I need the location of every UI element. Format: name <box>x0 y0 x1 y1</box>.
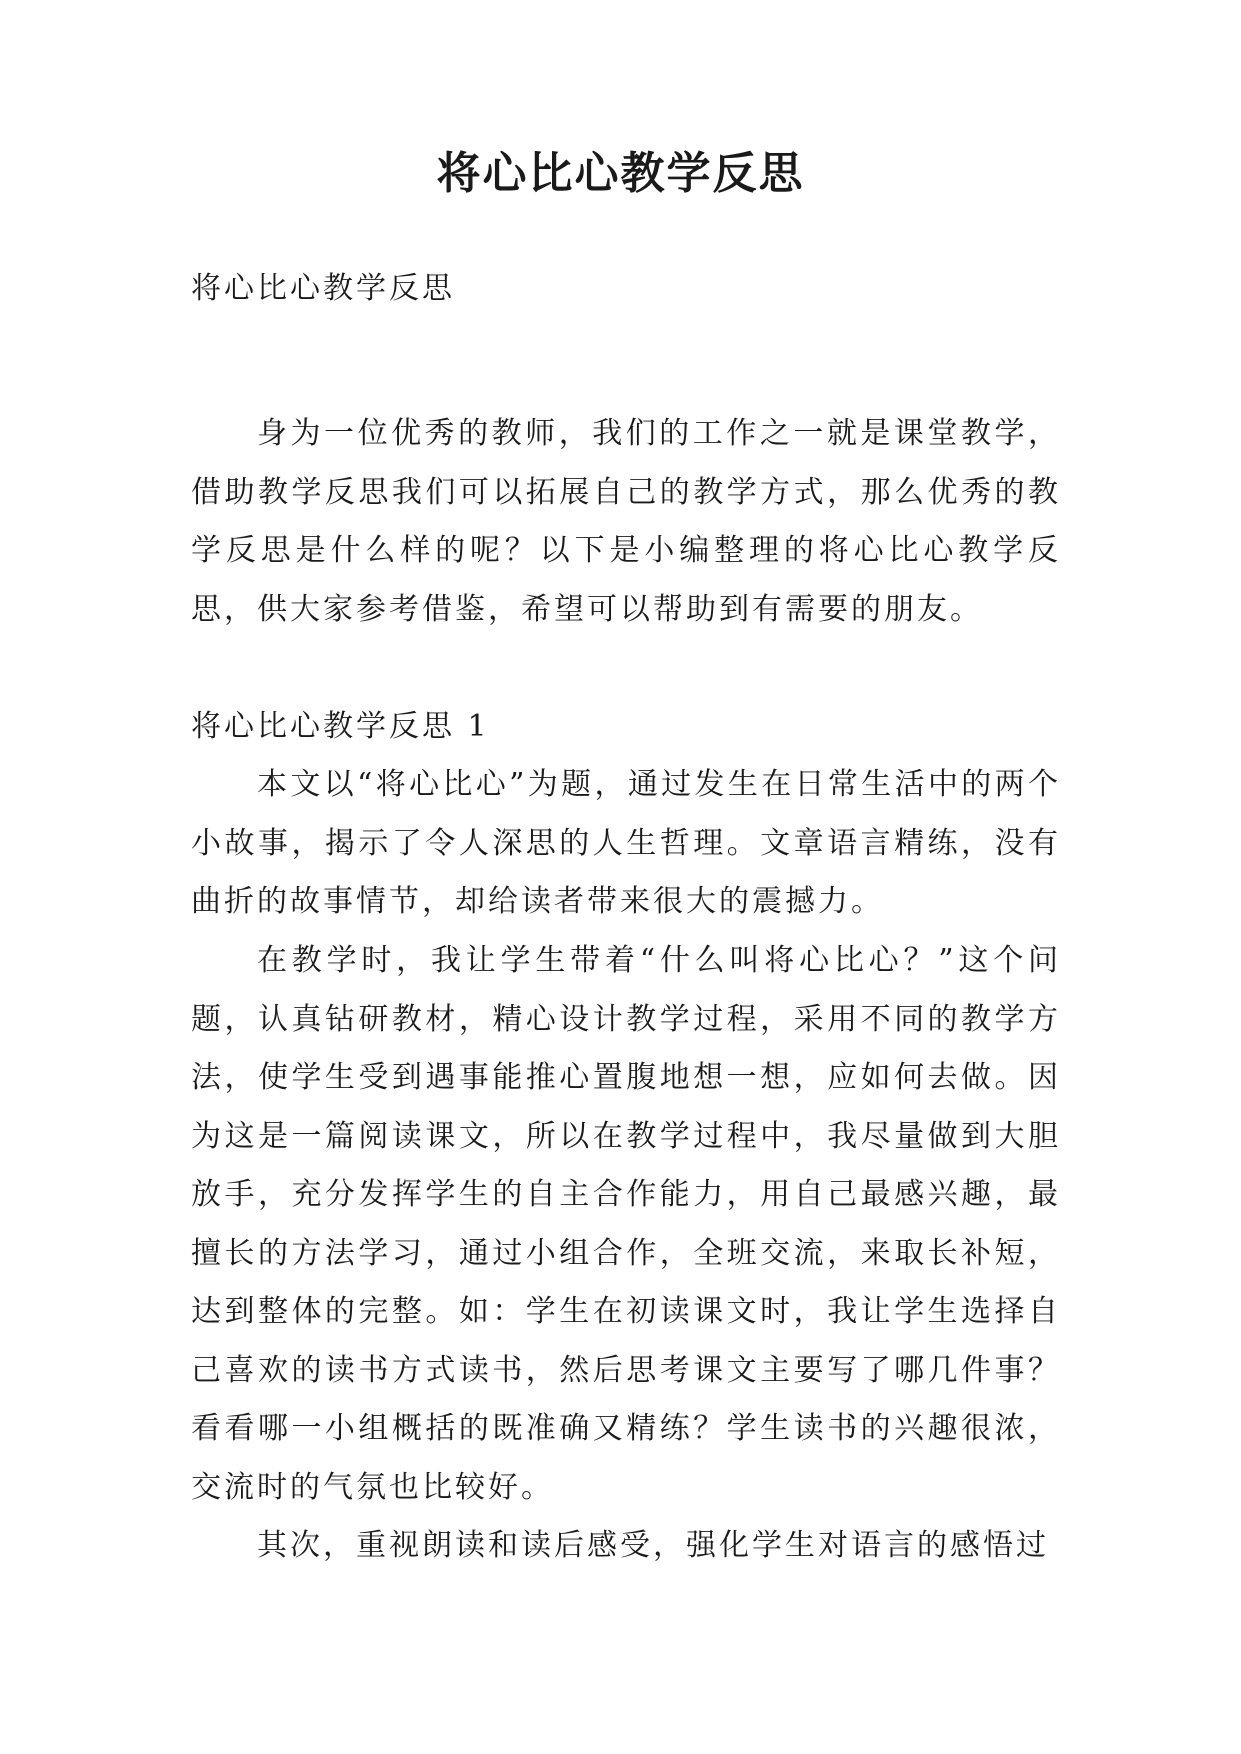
intro-paragraph: 身为一位优秀的教师，我们的工作之一就是课堂教学，借助教学反思我们可以拓展自己的教学方式，那么优秀的教学反思是什么样的呢？以下是小编整理的将心比心教学反思，供大家参考借鉴，希望可以帮助到有需要的朋友。 <box>191 416 1061 627</box>
document-subtitle: 将心比心教学反思 <box>191 271 455 306</box>
body-paragraph-3: 其次，重视朗读和读后感受，强化学生对语言的感悟过 <box>257 1528 1049 1563</box>
body-paragraph-2: 在教学时，我让学生带着“什么叫将心比心？”这个问题，认真钻研教材，精心设计教学过程，采用不同的教学方法，使学生受到遇事能推心置腹地想一想，应如何去做。因为这是一篇阅读课文，所以在教学过程中，我尽量做到大胆放手，充分发挥学生的自主合作能力，用自己最感兴趣，最擅长的方法学习，通过小组合作，全班交流，来取长补短，达到整体的完整。如：学生在初读课文时，我让学生选择自己喜欢的读书方式读书，然后思考课文主要写了哪几件事？看看哪一小组概括的既准确又精练？学生读书的兴趣很浓，交流时的气氛也比较好。 <box>191 943 1061 1505</box>
body-paragraph-1: 本文以“将心比心”为题，通过发生在日常生活中的两个小故事，揭示了令人深思的人生哲理。文章语言精练，没有曲折的故事情节，却给读者带来很大的震撼力。 <box>191 767 1061 919</box>
document-title: 将心比心教学反思 <box>436 148 805 199</box>
section-heading: 将心比心教学反思 1 <box>191 709 490 744</box>
